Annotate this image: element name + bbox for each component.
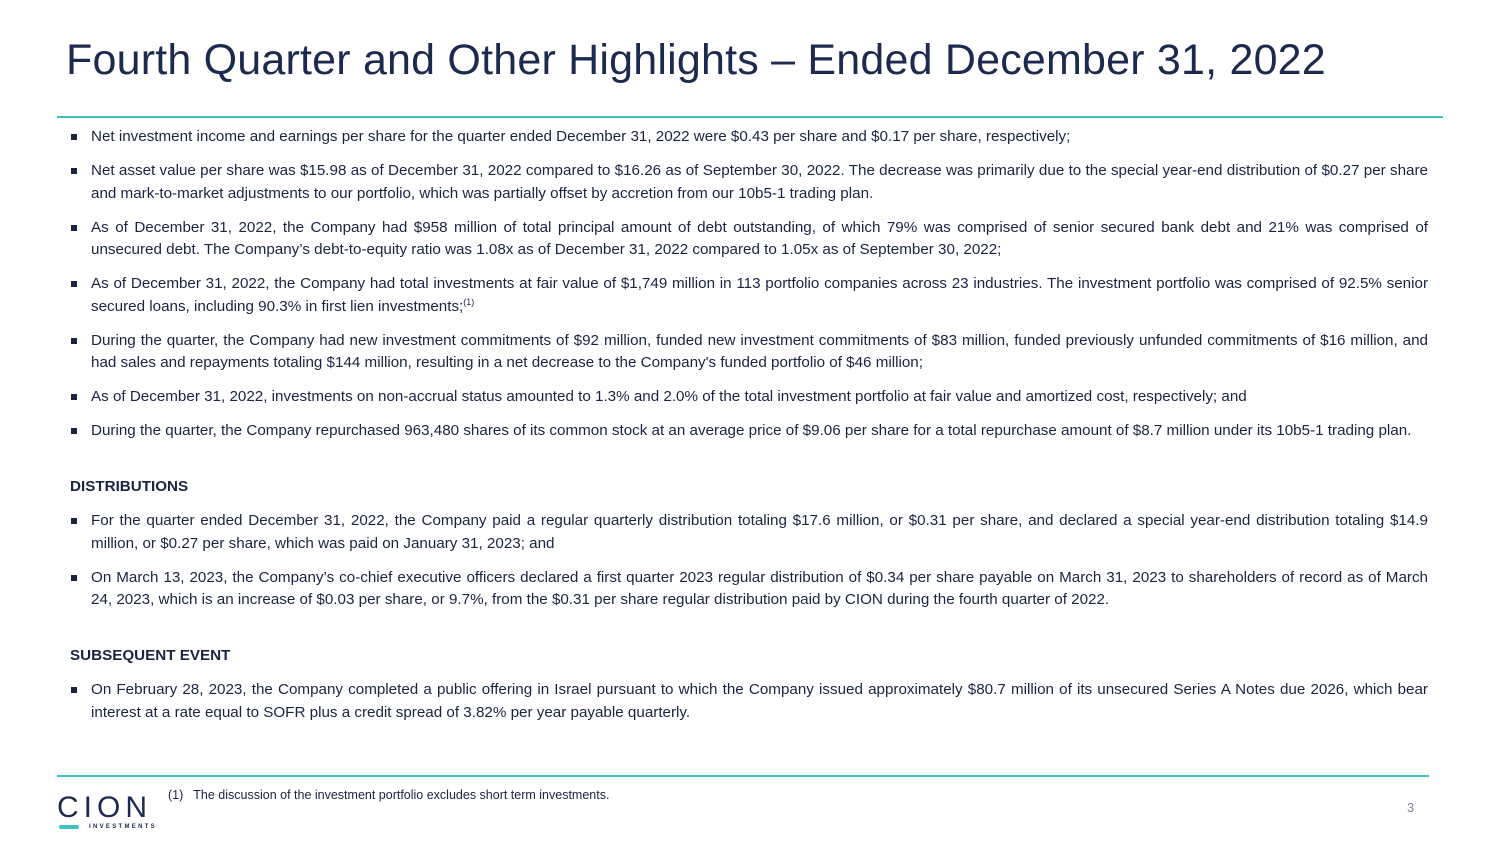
bullet-square-icon <box>71 134 77 140</box>
highlight-item: Net investment income and earnings per share for the quarter ended December 31, 2022 were $0.43 per share and $0.17 per share, respectively; <box>70 126 1428 149</box>
footnote-text: The discussion of the investment portfolio excludes short term investments. <box>193 788 610 802</box>
cion-logo <box>57 793 161 833</box>
distributions-heading: DISTRIBUTIONS <box>70 477 189 495</box>
page-number: 3 <box>1407 800 1415 815</box>
distribution-item: On March 13, 2023, the Company’s co-chief executive officers declared a first quarter 2023 regular distribution of $0.34 per share payable on March 31, 2023 to shareholders of record as of March 24, 2023, which is an increase of $0.03 per share, or 9.7%, from the $0.31 per share regular distribution paid by CION during the fourth quarter of 2022. <box>70 567 1428 612</box>
bullet-square-icon <box>71 575 77 581</box>
logo-accent-bar <box>59 825 79 829</box>
bullet-square-icon <box>71 338 77 344</box>
footnote <box>168 788 609 802</box>
highlight-item: During the quarter, the Company had new investment commitments of $92 million, funded new investment commitments of $83 million, funded previously unfunded commitments of $16 million, and had sales and repayments totaling $144 million, resulting in a net decrease to the Company's funded portfolio of $46 million; <box>70 330 1428 375</box>
highlight-item: Net asset value per share was $15.98 as of December 31, 2022 compared to $16.26 as of September 30, 2022. The decrease was primarily due to the special year-end distribution of $0.27 per share and mark-to-market adjustments to our portfolio, which was partially offset by accretion from our 10b5-1 trading plan. <box>70 160 1428 205</box>
highlight-item: As of December 31, 2022, the Company had total investments at fair value of $1,749 million in 113 portfolio companies across 23 industries. The investment portfolio was comprised of 92.5% senior secured loans, including 90.3% in first lien investments;$^{(1)}$ <box>70 273 1428 318</box>
bullet-square-icon <box>71 394 77 400</box>
subsequent-event-item: On February 28, 2023, the Company completed a public offering in Israel pursuant to which the Company issued approximately $80.7 million of its unsecured Series A Notes due 2026, which bear interest at a rate equal to SOFR plus a credit spread of 3.82% per year payable quarterly. <box>70 679 1428 724</box>
logo-wordmark: CION <box>57 791 152 824</box>
bullet-square-icon <box>71 225 77 231</box>
bullet-square-icon <box>71 428 77 434</box>
footer-divider <box>57 775 1429 777</box>
highlight-item: As of December 31, 2022, the Company had $958 million of total principal amount of debt outstanding, of which 79% was comprised of senior secured bank debt and 21% was comprised of unsecured debt. The Company’s debt-to-equity ratio was 1.08x as of December 31, 2022 compared to 1.05x as of September 30, 2022; <box>70 217 1428 262</box>
distribution-item: For the quarter ended December 31, 2022, the Company paid a regular quarterly distribution totaling $17.6 million, or $0.31 per share, and declared a special year-end distribution totaling $14.9 million, or $0.27 per share, which was paid on January 31, 2023; and <box>70 510 1428 555</box>
page-title: Fourth Quarter and Other Highlights – Ended December 31, 2022 <box>66 36 1326 84</box>
logo-subtext: INVESTMENTS <box>89 824 157 830</box>
bullet-square-icon <box>71 281 77 287</box>
bullet-square-icon <box>71 168 77 174</box>
highlights-body <box>70 126 1428 736</box>
footnote-reference: (1) <box>463 296 475 307</box>
title-divider <box>57 116 1443 118</box>
highlight-item: During the quarter, the Company repurchased 963,480 shares of its common stock at an average price of $9.06 per share for a total repurchase amount of $8.7 million under its 10b5-1 trading plan. <box>70 420 1428 443</box>
highlight-item: As of December 31, 2022, investments on non-accrual status amounted to 1.3% and 2.0% of the total investment portfolio at fair value and amortized cost, respectively; and <box>70 386 1428 409</box>
footnote-number: (1) <box>168 788 184 802</box>
bullet-square-icon <box>71 518 77 524</box>
bullet-square-icon <box>71 687 77 693</box>
subsequent-event-heading: SUBSEQUENT EVENT <box>70 646 231 664</box>
